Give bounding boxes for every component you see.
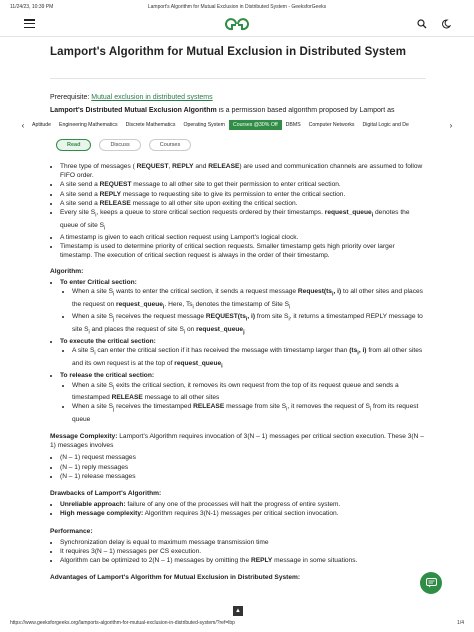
gfg-logo[interactable]: [225, 17, 249, 31]
intro-bold: Lamport's Distributed Mutual Exclusion Algorithm: [50, 107, 217, 114]
list-item: • Timestamp is used to determine priority of critical section requests. Smaller timestamp gets high priority over larger timestamp. The execution of critical section request is always in the order of their timestamp.: [60, 242, 426, 260]
list-item: • A site send a REQUEST message to all other site to get their permission to enter critical section.: [60, 180, 426, 189]
list-item: • (N – 1) release messages: [60, 472, 426, 481]
chat-icon[interactable]: [420, 572, 442, 594]
list-item: • It requires 3(N – 1) messages per CS execution.: [60, 547, 426, 556]
complexity-text: Lamport's Algorithm requires invocation of 3(N – 1) messages per critical section execution. These 3(N – 1) messages involves: [50, 433, 424, 450]
list-item: [60, 278, 426, 337]
advantages-heading: Advantages of Lamport's Algorithm for Mutual Exclusion in Distributed System:: [50, 574, 301, 582]
prereq-label: Prerequisite:: [50, 94, 92, 101]
nav-item[interactable]: Digital Logic and De: [362, 122, 409, 128]
drawbacks-heading: Drawbacks of Lamport's Algorithm:: [50, 490, 162, 498]
print-url: https://www.geeksforgeeks.org/lamports-algorithm-for-mutual-exclusion-in-distributed-system/?ref=lbp: [10, 620, 235, 626]
list-item: • When a site $S_i$ exits the critical section, it removes its own request from the top of its request queue and sends a timestamped RELEASE message to all other sites: [72, 381, 426, 403]
list-item: • Synchronization delay is equal to maximum message transmission time: [60, 538, 426, 547]
print-datetime: 11/24/23, 10:39 PM: [10, 4, 54, 10]
nav-item[interactable]: Discrete Mathematics: [125, 122, 176, 128]
list-item: • Unreliable approach: failure of any one of the processes will halt the progress of entire system.: [60, 500, 426, 509]
prereq-link[interactable]: Mutual exclusion in distributed systems: [91, 94, 213, 101]
list-item: [60, 371, 426, 424]
list-item: • When a site $S_j$ receives the timestamped RELEASE message from site $S_i$, it removes the request of $S_i$ from its request queue: [72, 402, 426, 424]
scroll-top-icon[interactable]: ▲: [233, 606, 243, 616]
algorithm-list: [50, 278, 426, 424]
print-header: [10, 4, 464, 14]
complexity-paragraph: [50, 432, 426, 450]
courses-button[interactable]: Courses: [149, 139, 191, 151]
hamburger-icon[interactable]: [24, 19, 35, 28]
complexity-list: [50, 453, 426, 481]
list-item: • A site send a RELEASE message to all other site upon exiting the critical section.: [60, 199, 426, 208]
nav-item[interactable]: DBMS: [285, 122, 301, 128]
site-header: [0, 14, 474, 34]
list-item: • Algorithm can be optimized to 2(N – 1) messages by omitting the REPLY message in some situations.: [60, 556, 426, 565]
list-item: • When a site $S_i$ wants to enter the critical section, it sends a request message $Request(ts_i$, i) to all other sites and places the request on request_queue$_i$. Here, $Ts_i$ denotes the timestamp of Site $S_i$: [72, 287, 426, 312]
algorithm-heading: Algorithm:: [50, 267, 84, 275]
nav-item[interactable]: Operating System: [183, 122, 225, 128]
list-item: • When a site $S_j$ receives the request message $REQUEST(ts_i$, i) from site $S_i$, it returns a timestamped REPLY message to site $S_i$ and places the request of site $S_i$ on request_queue$_j$: [72, 312, 426, 337]
nav-items: [28, 120, 446, 130]
nav-item[interactable]: Aptitude: [32, 122, 52, 128]
print-footer: [10, 620, 464, 626]
overview-list: [50, 162, 426, 261]
intro-paragraph: [50, 107, 426, 114]
moon-icon[interactable]: [441, 19, 451, 29]
print-page: 1/4: [457, 620, 464, 626]
category-nav: [18, 119, 456, 131]
enter-label: To enter Critical section:: [60, 278, 137, 286]
performance-list: [50, 538, 426, 566]
complexity-label: Message Complexity:: [50, 433, 118, 440]
prerequisite: [50, 94, 213, 101]
list-item: • A timestamp is given to each critical section request using Lamport's logical clock.: [60, 233, 426, 242]
drawbacks-list: [50, 500, 426, 518]
list-item: • (N – 1) reply messages: [60, 463, 426, 472]
list-item: • A site send a REPLY message to requesting site to give its permission to enter the critical section.: [60, 190, 426, 199]
read-button[interactable]: Read: [56, 139, 91, 151]
list-item: • Every site $S_i$, keeps a queue to store critical section requests ordered by their timestamps. request_queue$_i$ denotes the queue of site $S_i$: [60, 208, 426, 233]
list-item: • (N – 1) request messages: [60, 453, 426, 462]
nav-left-icon[interactable]: ‹: [21, 120, 25, 130]
nav-right-icon[interactable]: ›: [449, 120, 453, 130]
search-icon[interactable]: [417, 19, 427, 29]
release-label: To release the critical section:: [60, 372, 155, 380]
article-actions: [56, 139, 191, 151]
list-item: • Three type of messages ( REQUEST, REPLY and RELEASE) are used and communication channels are assumed to follow FIFO order.: [60, 162, 426, 180]
article-title: Lamport's Algorithm for Mutual Exclusion in Distributed System: [50, 46, 407, 58]
list-item: • A site $S_i$ can enter the critical section if it has received the message with timestamp larger than ($ts_i$, i) from all other sites and its own request is at the top of request_queue$_i$: [72, 346, 426, 371]
nav-item[interactable]: Engineering Mathematics: [59, 122, 118, 128]
discuss-button[interactable]: Discuss: [99, 139, 140, 151]
print-title: Lamport's Algorithm for Mutual Exclusion in Distributed System - GeeksforGeeks: [147, 4, 327, 10]
article-body: [50, 162, 426, 585]
execute-label: To execute the critical section:: [60, 338, 156, 346]
list-item: • High message complexity: Algorithm requires 3(N-1) messages per critical section invocation.: [60, 509, 426, 518]
list-item: [60, 337, 426, 371]
intro-text: is a permission based algorithm proposed by Lamport as: [216, 107, 395, 114]
performance-heading: Performance:: [50, 527, 93, 535]
nav-item[interactable]: Courses @30% Off: [229, 120, 282, 130]
nav-item[interactable]: Computer Networks: [308, 122, 355, 128]
